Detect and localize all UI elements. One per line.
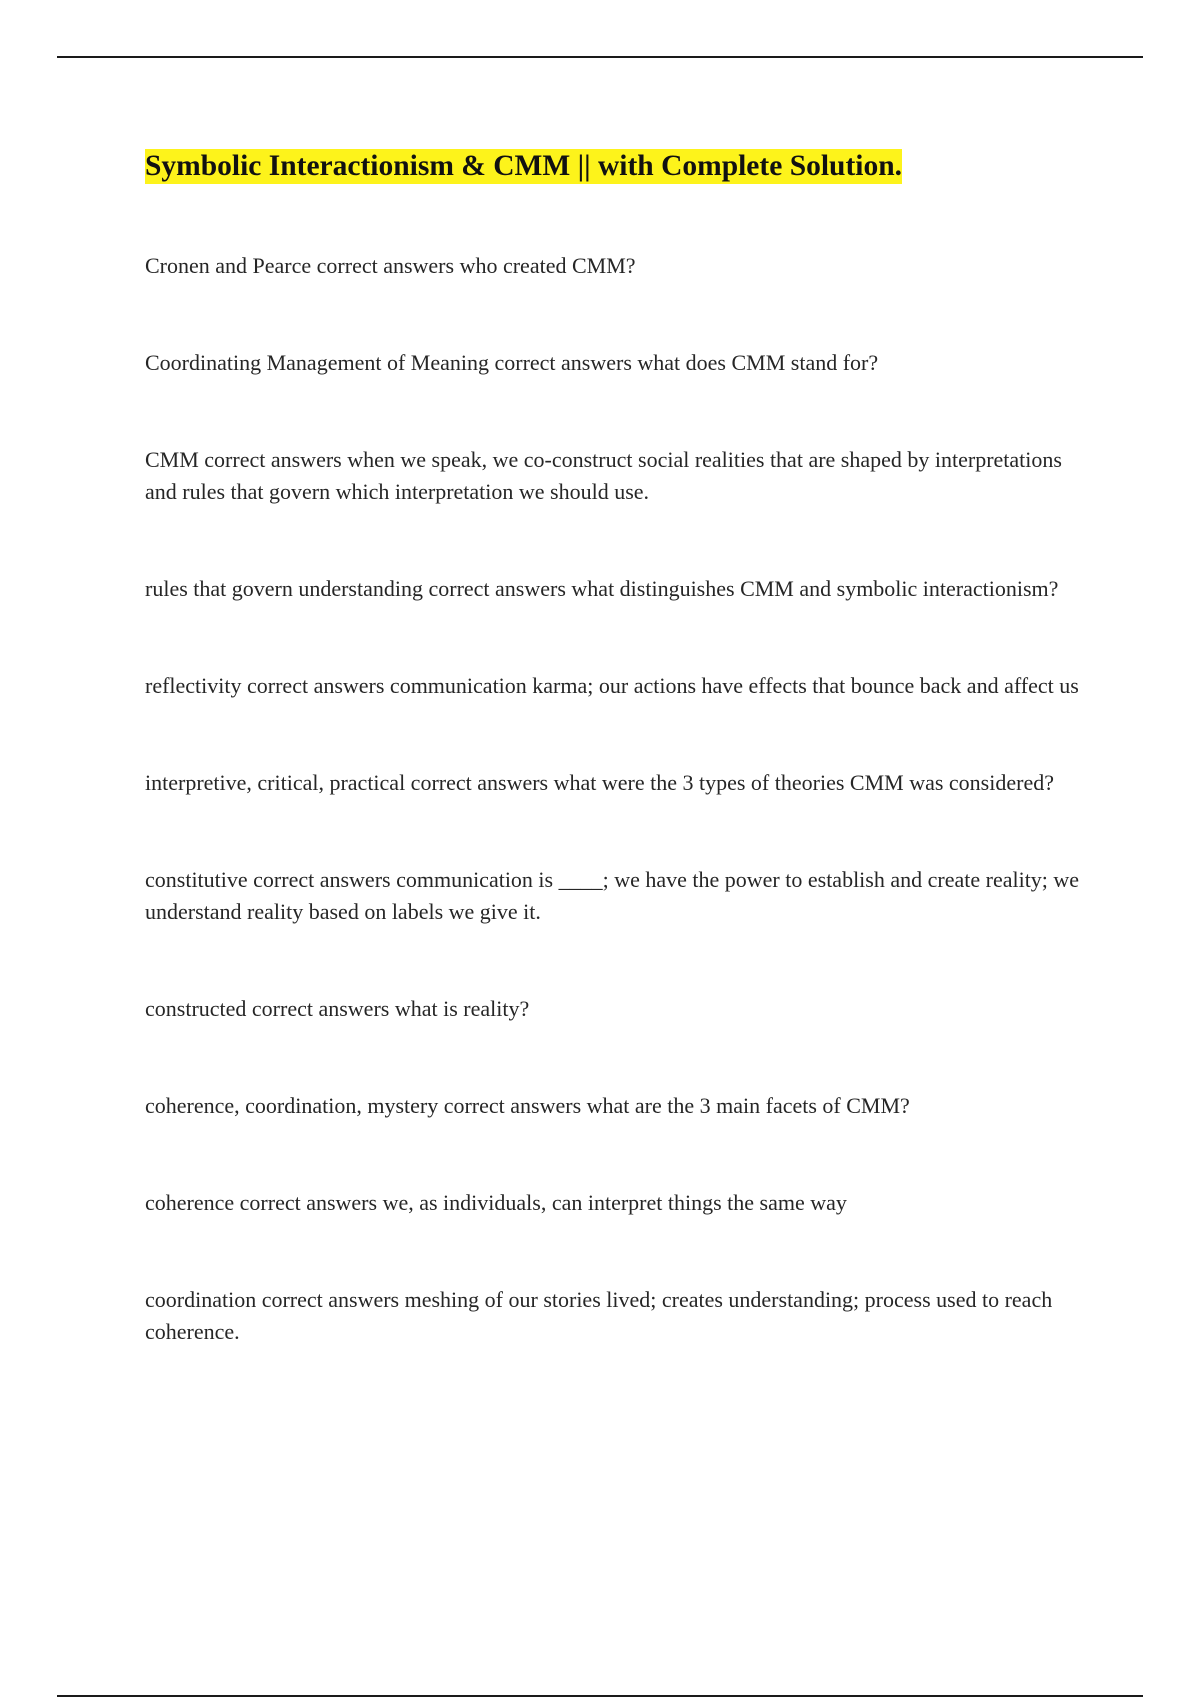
qa-item: CMM correct answers when we speak, we co-construct social realities that are shaped by interpretations and rules that govern which interpretation we should use. xyxy=(145,447,1062,504)
header-rule xyxy=(57,56,1143,58)
qa-item: interpretive, critical, practical correct answers what were the 3 types of theories CMM was considered? xyxy=(145,770,1054,795)
qa-item: reflectivity correct answers communication karma; our actions have effects that bounce back and affect us xyxy=(145,673,1079,698)
qa-item: Coordinating Management of Meaning correct answers what does CMM stand for? xyxy=(145,350,879,375)
qa-item: coherence correct answers we, as individuals, can interpret things the same way xyxy=(145,1190,847,1215)
qa-item: coherence, coordination, mystery correct answers what are the 3 main facets of CMM? xyxy=(145,1093,910,1118)
qa-item: constitutive correct answers communication is ____; we have the power to establish and create reality; we understand reality based on labels we give it. xyxy=(145,867,1080,924)
document-title xyxy=(145,146,1095,186)
qa-item: rules that govern understanding correct answers what distinguishes CMM and symbolic interactionism? xyxy=(145,576,1059,601)
footer-rule xyxy=(57,1695,1143,1697)
title-highlight: Symbolic Interactionism & CMM || with Complete Solution. xyxy=(145,150,903,182)
qa-list xyxy=(145,250,1095,1348)
qa-item: constructed correct answers what is reality? xyxy=(145,996,530,1021)
qa-item: coordination correct answers meshing of our stories lived; creates understanding; process used to reach coherence. xyxy=(145,1287,1053,1344)
qa-item: Cronen and Pearce correct answers who created CMM? xyxy=(145,253,636,278)
document-body xyxy=(145,146,1095,1348)
